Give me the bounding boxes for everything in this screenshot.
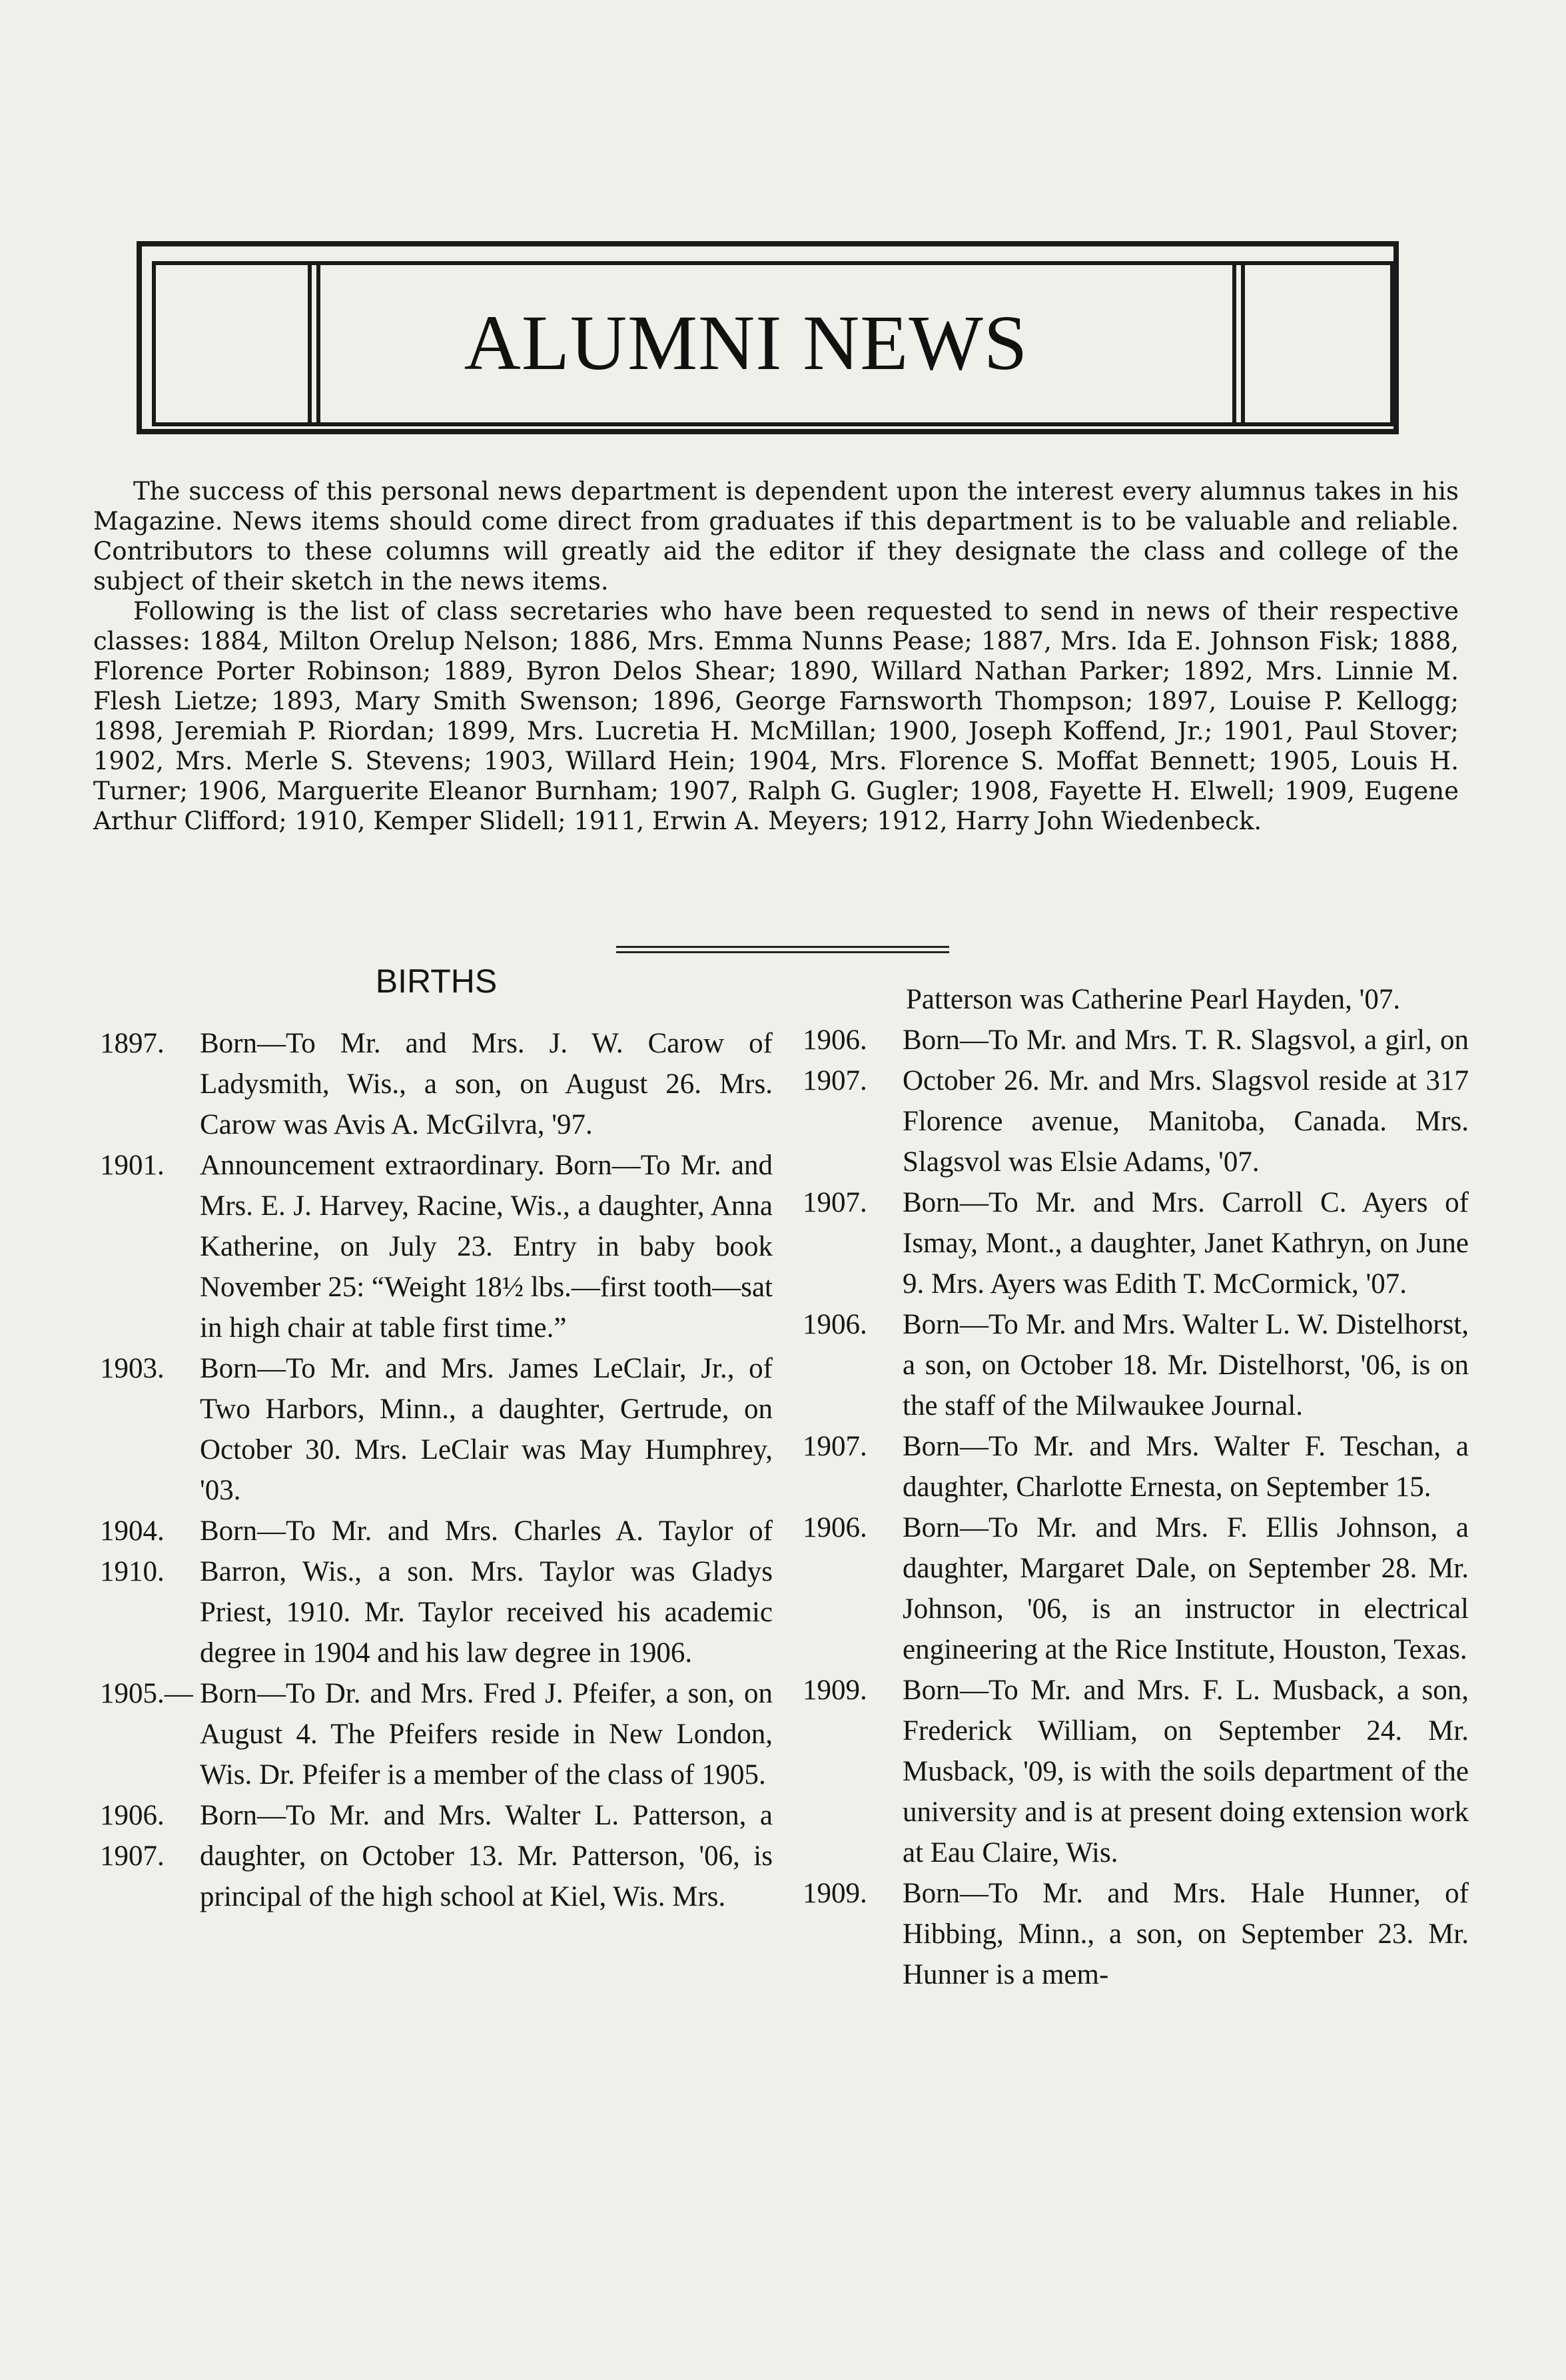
banner-right-bar [1232,261,1236,426]
births-right-column [803,979,1469,1995]
birth-entry [803,1426,1469,1507]
entry-continuation: Patterson was Catherine Pearl Hayden, '07. [906,984,1401,1015]
banner-left-bar-2 [316,261,320,426]
births-left-column [100,959,773,1917]
entry-year: 1907. [803,1187,867,1218]
birth-entry [100,1348,773,1511]
entry-year: 1905.— [100,1678,193,1709]
intro-paragraph: The success of this personal news department is dependent upon the interest every alumnus takes in his Magazine. News items should come direct from graduates if this department is to be valuable and reliable. Contributors to these columns will greatly aid the editor if they designate the class and college of the subject of their sketch in the news items. [93,477,1459,595]
entry-text: Born—To Mr. and Mrs. Carroll C. Ayers of Ismay, Mont., a daughter, Janet Kathryn, on June 9. Mrs. Ayers was Edith T. McCormick, '07. [903,1187,1469,1300]
birth-entry [803,1873,1469,1995]
entry-year: 1909. [803,1878,867,1909]
page-title: ALUMNI NEWS [464,299,1028,386]
birth-entry [100,1673,773,1795]
entry-year: 1906. 1907. [803,1024,867,1096]
intro-section [93,476,1459,836]
entry-year: 1906. [803,1512,867,1543]
entry-year: 1903. [100,1353,165,1384]
banner-right-bar-2 [1241,261,1245,426]
birth-entry [100,1145,773,1348]
section-divider-2 [616,951,949,953]
entry-text: Born—To Mr. and Mrs. James LeClair, Jr., of Two Harbors, Minn., a daughter, Gertrude, on October 30. Mrs. LeClair was May Humphrey, '03. [200,1353,773,1506]
entry-text: Born—To Mr. and Mrs. F. L. Musback, a son, Frederick William, on September 24. Mr. Musback, '09, is with the soils department of the university and is at present doing extension work at Eau Claire, Wis. [903,1675,1469,1868]
entry-text: Born—To Mr. and Mrs. T. R. Slagsvol, a girl, on October 26. Mr. and Mrs. Slagsvol reside at 317 Florence avenue, Manitoba, Canada. Mrs. Slagsvol was Elsie Adams, '07. [903,1024,1469,1178]
entry-year: 1907. [803,1431,867,1462]
entry-text: Born—To Mr. and Mrs. Walter F. Teschan, a daughter, Charlotte Ernesta, on September 15. [903,1431,1469,1503]
entry-text: Born—To Mr. and Mrs. F. Ellis Johnson, a daughter, Margaret Dale, on September 28. Mr. Johnson, '06, is an instructor in electrical engineering at the Rice Institute, Houston, Texas. [903,1512,1469,1665]
birth-entry [100,1795,773,1917]
entry-text: Born—To Mr. and Mrs. Walter L. W. Distelhorst, a son, on October 18. Mr. Distelhorst, '06, is on the staff of the Milwaukee Journal. [903,1309,1469,1421]
entry-year: 1906. 1907. [100,1800,165,1872]
entry-text: Born—To Mr. and Mrs. Charles A. Taylor of Barron, Wis., a son. Mrs. Taylor was Gladys Priest, 1910. Mr. Taylor received his academic degree in 1904 and his law degree in 1906. [200,1515,773,1669]
births-heading: BIRTHS [375,963,498,1000]
entry-text: Born—To Mr. and Mrs. Hale Hunner, of Hibbing, Minn., a son, on September 23. Mr. Hunner is a mem- [903,1878,1469,1990]
birth-entry [803,1670,1469,1873]
entry-text: Born—To Mr. and Mrs. J. W. Carow of Ladysmith, Wis., a son, on August 26. Mrs. Carow was Avis A. McGilvra, '97. [200,1028,773,1140]
entry-year: 1904. 1910. [100,1515,165,1587]
entry-year: 1906. [803,1309,867,1340]
birth-entry [803,1304,1469,1426]
entry-year: 1897. [100,1028,165,1059]
birth-entry [803,1507,1469,1670]
entry-text: Born—To Dr. and Mrs. Fred J. Pfeifer, a son, on August 4. The Pfeifers reside in New London, Wis. Dr. Pfeifer is a member of the class of 1905. [200,1678,773,1790]
birth-entry [100,1023,773,1145]
banner-left-bar [308,261,312,426]
entry-text: Announcement extraordinary. Born—To Mr. and Mrs. E. J. Harvey, Racine, Wis., a daughter, Anna Katherine, on July 23. Entry in baby book November 25: “Weight 18½ lbs.—first tooth—sat in high chair at table first time.” [200,1150,773,1344]
birth-entry [100,1511,773,1673]
entry-year: 1909. [803,1675,867,1706]
birth-entry [803,1182,1469,1304]
entry-text: Born—To Mr. and Mrs. Walter L. Patterson, a daughter, on October 13. Mr. Patterson, '06, is principal of the high school at Kiel, Wis. Mrs. [200,1800,773,1912]
secretaries-paragraph: Following is the list of class secretaries who have been requested to send in news of their respective classes: 1884, Milton Orelup Nelson; 1886, Mrs. Emma Nunns Pease; 1887, Mrs. Ida E. Johnson Fisk; 1888, Florence Porter Robinson; 1889, Byron Delos Shear; 1890, Willard Nathan Parker; 1892, Mrs. Linnie M. Flesh Lietze; 1893, Mary Smith Swenson; 1896, George Farnsworth Thompson; 1897, Louise P. Kellogg; 1898, Jeremiah P. Riordan; 1899, Mrs. Lucretia H. McMillan; 1900, Joseph Koffend, Jr.; 1901, Paul Stover; 1902, Mrs. Merle S. Stevens; 1903, Willard Hein; 1904, Mrs. Florence S. Moffat Bennett; 1905, Louis H. Turner; 1906, Marguerite Eleanor Burnham; 1907, Ralph G. Gugler; 1908, Fayette H. Elwell; 1909, Eugene Arthur Clifford; 1910, Kemper Slidell; 1911, Erwin A. Meyers; 1912, Harry John Wiedenbeck. [93,597,1459,835]
section-divider [616,946,949,948]
entry-year: 1901. [100,1150,165,1181]
birth-entry [803,1020,1469,1182]
